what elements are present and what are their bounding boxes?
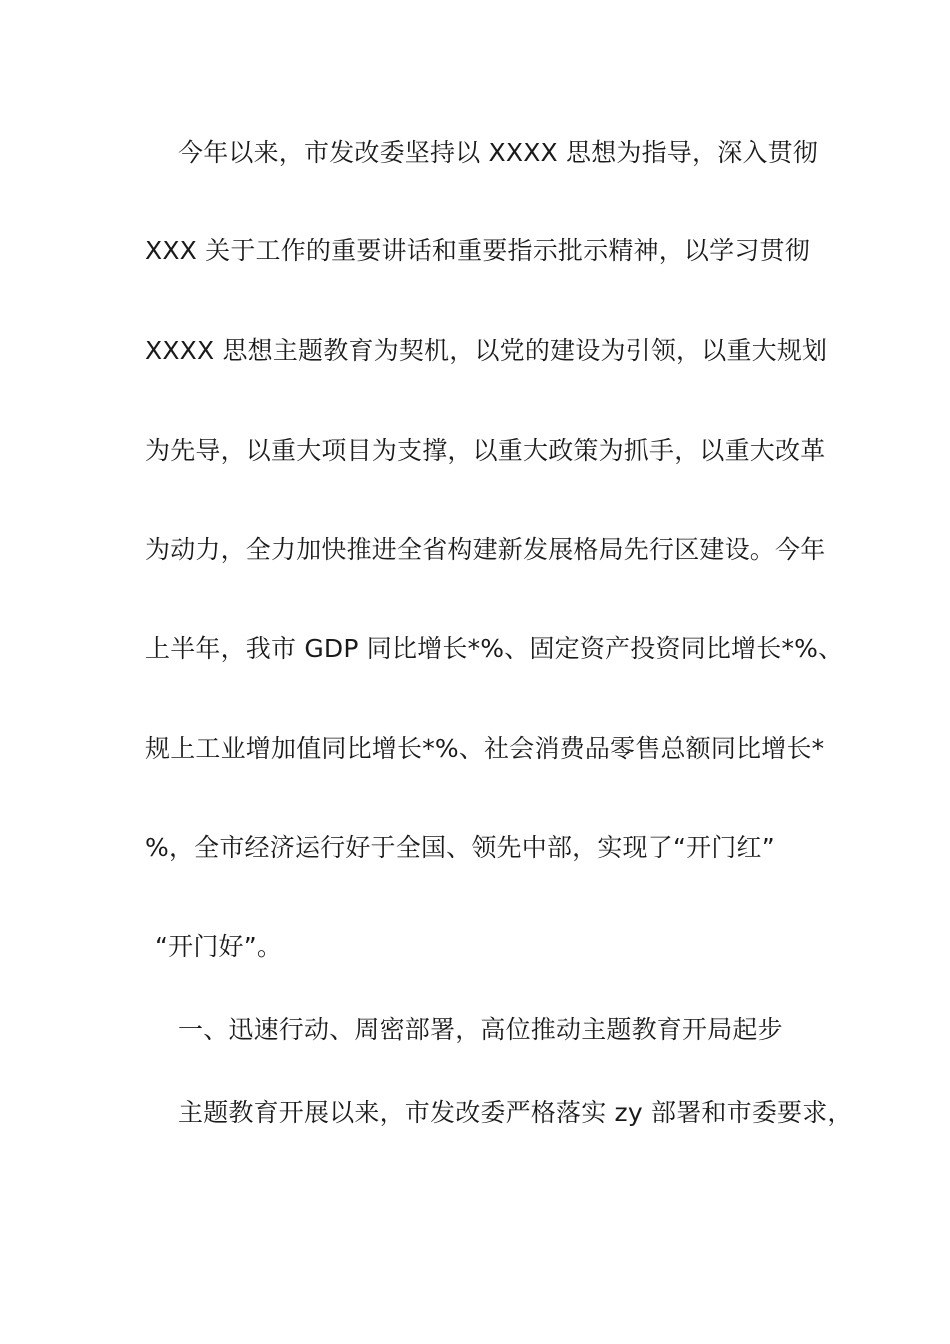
- paragraph-1-line-9: “开门好”。: [155, 932, 283, 961]
- paragraph-1-line-1: 今年以来，市发改委坚持以 XXXX 思想为指导，深入贯彻: [178, 138, 819, 167]
- paragraph-1-line-4: 为先导，以重大项目为支撑，以重大政策为抓手，以重大改革: [145, 436, 826, 465]
- paragraph-1-line-6: 上半年，我市 GDP 同比增长*%、固定资产投资同比增长*%、: [145, 634, 844, 663]
- paragraph-2-line-1: 主题教育开展以来，市发改委严格落实 zy 部署和市委要求，: [178, 1098, 853, 1127]
- paragraph-1-line-2: XXX 关于工作的重要讲话和重要指示批示精神，以学习贯彻: [145, 236, 810, 265]
- section-heading-1: 一、迅速行动、周密部署，高位推动主题教育开局起步: [178, 1015, 783, 1044]
- paragraph-1-line-7: 规上工业增加值同比增长*%、社会消费品零售总额同比增长*: [145, 734, 825, 763]
- paragraph-1-line-8: %，全市经济运行好于全国、领先中部，实现了“开门红”: [145, 833, 775, 862]
- paragraph-1-line-3: XXXX 思想主题教育为契机，以党的建设为引领，以重大规划: [145, 336, 828, 365]
- paragraph-1-line-5: 为动力，全力加快推进全省构建新发展格局先行区建设。今年: [145, 535, 826, 564]
